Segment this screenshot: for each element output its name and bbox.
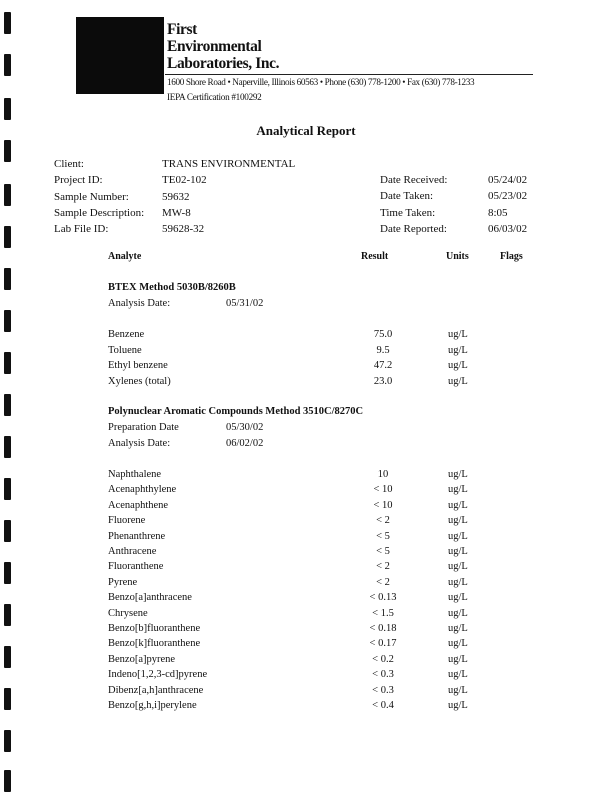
btex-analysis-date-label: Analysis Date: (108, 298, 171, 309)
company-address: 1600 Shore Road • Naperville, Illinois 60563 • Phone (630) 778-1200 • Fax (630) 778-1233 (167, 77, 475, 87)
analyte-name: Indeno[1,2,3-cd]pyrene (108, 669, 208, 681)
column-header-flags: Flags (500, 251, 523, 262)
date-taken-value: 05/23/02 (488, 190, 528, 203)
analyte-name: Xylenes (total) (108, 375, 171, 387)
certification-line: IEPA Certification #100292 (167, 92, 262, 102)
client-value: TRANS ENVIRONMENTAL (162, 158, 296, 170)
date-reported-label: Date Reported: (380, 222, 447, 235)
analyte-name: Fluorene (108, 515, 146, 527)
analyte-result: < 0.17 (369, 638, 397, 650)
analyte-result: < 0.4 (372, 700, 394, 711)
table-row (0, 345, 612, 360)
analyte-unit: ug/L (448, 530, 468, 542)
sample-description-label: Sample Description: (54, 206, 145, 219)
analyte-unit: ug/L (448, 684, 468, 696)
analyte-result: 10 (377, 469, 389, 480)
analyte-result: 23.0 (373, 375, 393, 387)
header-right-labels (380, 172, 448, 237)
analyte-name: Acenaphthylene (108, 484, 177, 496)
analyte-unit: ug/L (448, 375, 468, 387)
table-row (0, 638, 612, 653)
time-taken-value: 8:05 (488, 206, 508, 219)
header-right-values (488, 172, 527, 237)
analyte-result: 9.5 (376, 344, 390, 356)
analyte-result: < 2 (376, 576, 390, 588)
analyte-name: Chrysene (108, 607, 148, 619)
company-line-2: Environmental (167, 38, 262, 55)
column-header-units: Units (446, 251, 469, 262)
table-row (0, 685, 612, 700)
analyte-name: Pyrene (108, 576, 138, 588)
date-taken-label: Date Taken: (380, 190, 434, 203)
pah-prep-date-value: 05/30/02 (226, 422, 264, 433)
analyte-name: Toluene (108, 344, 142, 356)
analyte-result: < 1.5 (372, 607, 394, 619)
table-row (0, 546, 612, 561)
table-row (0, 329, 612, 344)
analyte-name: Acenaphthene (108, 499, 169, 511)
analyte-result: < 10 (373, 484, 393, 496)
table-row (0, 531, 612, 546)
analyte-result: < 5 (376, 546, 390, 557)
btex-section-title: BTEX Method 5030B/8260B (108, 282, 236, 293)
lab-file-id-label: Lab File ID: (54, 223, 109, 236)
table-row (0, 484, 612, 499)
table-row (0, 469, 612, 484)
analyte-result: < 0.18 (369, 623, 397, 634)
analyte-name: Fluoranthene (108, 561, 164, 573)
table-row (0, 500, 612, 515)
analyte-result: < 0.2 (372, 653, 394, 665)
analyte-result: 47.2 (373, 360, 393, 371)
company-line-3: Laboratories, Inc. (167, 55, 280, 72)
project-id-label: Project ID: (54, 174, 103, 187)
sample-number-label: Sample Number: (54, 190, 129, 203)
analyte-unit: ug/L (448, 638, 468, 650)
pah-analysis-date-label: Analysis Date: (108, 438, 171, 449)
analyte-name: Benzene (108, 329, 145, 340)
analyte-result: < 2 (376, 515, 390, 527)
table-row (0, 376, 612, 391)
header-left-labels (54, 156, 144, 237)
analyte-name: Benzo[a]anthracene (108, 592, 192, 604)
analyte-unit: ug/L (448, 484, 468, 496)
table-row (0, 515, 612, 530)
analyte-unit: ug/L (448, 592, 468, 604)
analyte-unit: ug/L (448, 546, 468, 557)
company-logo (76, 17, 164, 94)
time-taken-label: Time Taken: (380, 206, 436, 219)
table-row (0, 577, 612, 592)
pah-prep-date-label: Preparation Date (108, 422, 179, 433)
analyte-name: Benzo[b]fluoranthene (108, 623, 201, 634)
analyte-result: 75.0 (373, 329, 393, 340)
sample-description-value: MW-8 (162, 206, 191, 219)
analyte-unit: ug/L (448, 653, 468, 665)
date-received-label: Date Received: (380, 174, 448, 186)
date-reported-value: 06/03/02 (488, 222, 528, 235)
analyte-result: < 0.3 (372, 684, 394, 696)
analyte-result: < 0.13 (369, 592, 397, 604)
pah-section-title: Polynuclear Aromatic Compounds Method 3510C/8270C (108, 406, 364, 417)
analyte-result: < 2 (376, 561, 390, 573)
company-name (167, 21, 279, 72)
pah-preparation-date (108, 422, 264, 433)
analyte-name: Phenanthrene (108, 530, 166, 542)
table-row (0, 608, 612, 623)
analyte-name: Benzo[a]pyrene (108, 653, 176, 665)
analyte-name: Naphthalene (108, 469, 162, 480)
header-left-values (162, 156, 295, 237)
analyte-unit: ug/L (448, 623, 468, 634)
table-row (0, 669, 612, 684)
pah-analysis-date (108, 438, 264, 449)
column-header-result: Result (361, 251, 389, 262)
analyte-result: < 5 (376, 530, 390, 542)
analyte-unit: ug/L (448, 329, 468, 340)
project-id-value: TE02-102 (162, 174, 207, 187)
sample-number-value: 59632 (162, 190, 190, 203)
analyte-result: < 10 (373, 499, 393, 511)
btex-analysis-date (108, 298, 264, 309)
analyte-unit: ug/L (448, 607, 468, 619)
analyte-unit: ug/L (448, 700, 468, 711)
column-header-analyte: Analyte (108, 251, 142, 262)
table-row (0, 360, 612, 375)
analyte-unit: ug/L (448, 344, 468, 356)
date-received-value: 05/24/02 (488, 174, 528, 186)
analyte-unit: ug/L (448, 499, 468, 511)
analyte-name: Benzo[g,h,i]perylene (108, 700, 197, 711)
lab-file-id-value: 59628-32 (162, 223, 205, 236)
analyte-unit: ug/L (448, 515, 468, 527)
analyte-name: Anthracene (108, 546, 157, 557)
company-line-1: First (167, 21, 197, 38)
table-row (0, 654, 612, 669)
table-row (0, 561, 612, 576)
analyte-name: Dibenz[a,h]anthracene (108, 684, 204, 696)
table-row (0, 700, 612, 715)
btex-analysis-date-value: 05/31/02 (226, 298, 264, 309)
table-row (0, 592, 612, 607)
analyte-unit: ug/L (448, 469, 468, 480)
analyte-unit: ug/L (448, 360, 468, 371)
analyte-name: Benzo[k]fluoranthene (108, 638, 201, 650)
report-title: Analytical Report (256, 123, 356, 138)
analyte-unit: ug/L (448, 576, 468, 588)
table-row (0, 623, 612, 638)
pah-analysis-date-value: 06/02/02 (226, 438, 264, 449)
analyte-unit: ug/L (448, 561, 468, 573)
analyte-result: < 0.3 (372, 669, 394, 681)
letterhead-rule (165, 74, 533, 75)
analyte-unit: ug/L (448, 669, 468, 681)
analyte-name: Ethyl benzene (108, 360, 168, 371)
client-label: Client: (54, 158, 84, 170)
